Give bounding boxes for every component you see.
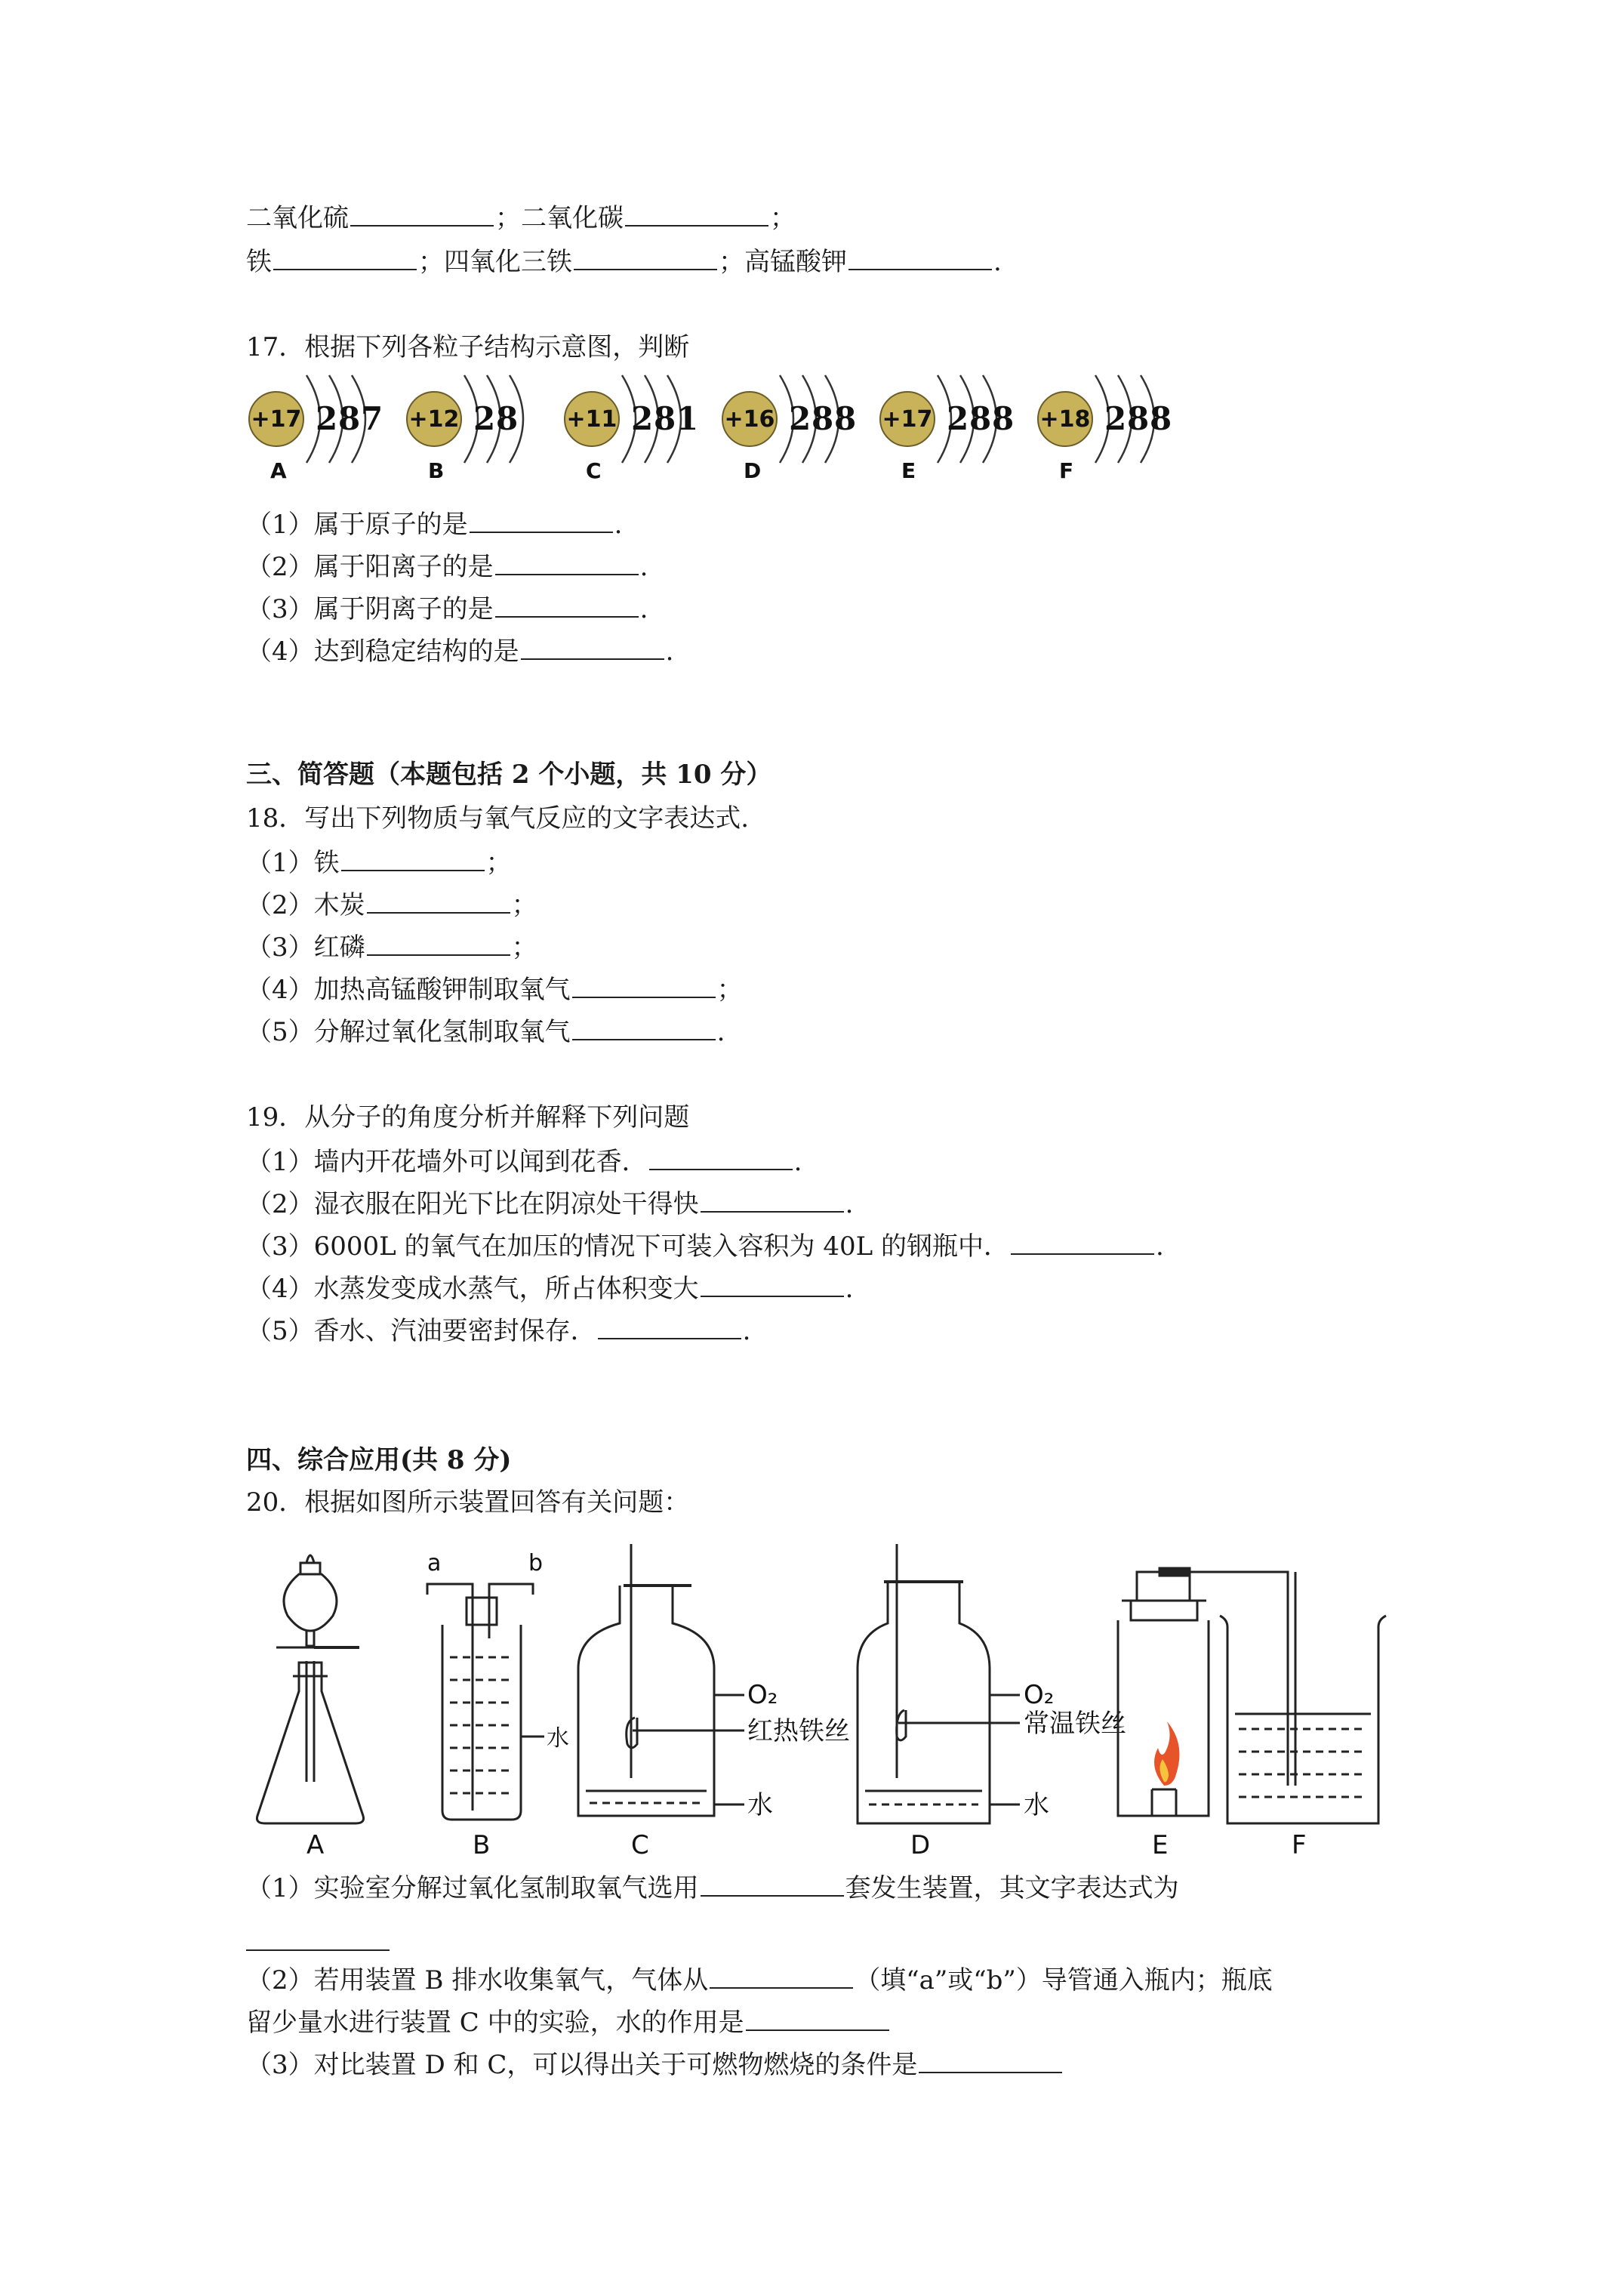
q20-item-2: （2）若用装置 B 排水收集氧气，气体从 （填“a”或“b”）导管通入瓶内；瓶底 [246, 1962, 1273, 1997]
caption-f: F [1292, 1830, 1307, 1857]
q16-row1: 二氧化硫 ；二氧化碳 ； [246, 199, 796, 235]
particle-diagram-a [249, 375, 383, 483]
answer-blank[interactable] [350, 199, 494, 227]
q20-stem: 20．根据如图所示装置回答有关问题： [246, 1487, 690, 1518]
caption-e: E [1152, 1830, 1169, 1857]
nuclear-charge: +12 [408, 406, 460, 433]
q17-item-2: （2）属于阳离子的是 . [246, 548, 648, 584]
electron-count: 1 [676, 400, 699, 437]
answer-blank[interactable] [649, 1143, 793, 1170]
q18-item-4: （4）加热高锰酸钾制取氧气 ； [246, 971, 743, 1006]
electron-count: 2 [1104, 400, 1127, 437]
electron-count: 2 [947, 400, 969, 437]
particle-letter: A [270, 458, 287, 483]
apparatus-e-candle-bottle [1118, 1568, 1250, 1816]
answer-blank[interactable] [919, 2046, 1062, 2073]
tube-a-label: a [427, 1550, 442, 1576]
q17-item-4: （4）达到稳定结构的是 . [246, 633, 673, 668]
answer-blank[interactable] [574, 243, 717, 270]
q16-iron: 铁 [246, 247, 272, 277]
q19-item-2: （2）湿衣服在阳光下比在阴凉处干得快 . [246, 1185, 853, 1221]
q16-row2: 铁 ；四氧化三铁 ；高锰酸钾 . [246, 243, 1002, 279]
electron-count: 7 [361, 400, 383, 437]
electron-count: 8 [834, 400, 857, 437]
q20-item-1: （1）实验室分解过氧化氢制取氧气选用 套发生装置，其文字表达式为 [246, 1869, 1179, 1905]
electron-count: 2 [789, 400, 812, 437]
apparatus-f-beaker [1220, 1572, 1386, 1823]
particle-structure-diagrams [246, 370, 1197, 498]
nuclear-charge: +17 [882, 406, 933, 433]
answer-blank[interactable] [572, 1013, 716, 1040]
c-wire-label: 红热铁丝 [747, 1716, 850, 1746]
electron-count: 8 [1127, 400, 1150, 437]
q18-item-3: （3）红磷 ； [246, 929, 537, 964]
answer-blank[interactable] [367, 929, 510, 956]
d-o2-label: O₂ [1024, 1680, 1055, 1710]
electron-count: 8 [496, 400, 519, 437]
q16-sulfur-dioxide: 二氧化硫 [246, 203, 349, 233]
c-o2-label: O₂ [747, 1680, 778, 1710]
answer-blank[interactable] [710, 1962, 853, 1989]
d-wire-label: 常温铁丝 [1024, 1709, 1126, 1739]
caption-d: D [910, 1830, 931, 1857]
answer-blank[interactable] [341, 844, 485, 871]
answer-blank[interactable] [246, 1924, 390, 1951]
answer-blank[interactable] [598, 1312, 741, 1339]
q17-item-3: （3）属于阴离子的是 . [246, 590, 648, 626]
apparatus-c-gas-jar [578, 1544, 744, 1816]
particle-diagram-b [407, 375, 523, 483]
nuclear-charge: +16 [724, 406, 775, 433]
q17-stem: 17．根据下列各粒子结构示意图，判断 [246, 332, 690, 362]
answer-blank[interactable] [701, 1185, 844, 1213]
q19-item-5: （5）香水、汽油要密封保存． . [246, 1312, 750, 1348]
particle-letter: F [1059, 458, 1074, 483]
particle-diagram-c [565, 375, 698, 483]
answer-blank[interactable] [367, 886, 510, 914]
caption-b: B [473, 1830, 491, 1857]
q20-item-2-cont: 留少量水进行装置 C 中的实验，水的作用是 [246, 2004, 891, 2039]
q18-stem: 18．写出下列物质与氧气反应的文字表达式. [246, 803, 750, 834]
q18-item-1: （1）铁 ； [246, 844, 512, 880]
q16-carbon-dioxide: 二氧化碳 [521, 203, 624, 233]
electron-count: 8 [338, 400, 361, 437]
particle-letter: E [901, 458, 916, 483]
particle-letter: D [744, 458, 762, 483]
answer-blank[interactable] [273, 243, 417, 270]
answer-blank[interactable] [521, 633, 664, 660]
apparatus-d-gas-jar [858, 1544, 1020, 1823]
answer-blank[interactable] [701, 1270, 844, 1297]
electron-count: 8 [1150, 400, 1172, 437]
q18-item-2: （2）木炭 ； [246, 886, 537, 922]
particle-diagram-f [1038, 375, 1172, 483]
electron-count: 8 [969, 400, 992, 437]
answer-blank[interactable] [1011, 1228, 1154, 1255]
particle-diagram-e [880, 375, 1014, 483]
section-3-heading: 三、简答题（本题包括 2 个小题，共 10 分） [246, 760, 772, 790]
answer-blank[interactable] [625, 199, 768, 227]
particle-diagram-d [722, 375, 856, 483]
answer-blank[interactable] [495, 548, 639, 575]
q18-item-5: （5）分解过氧化氢制取氧气 . [246, 1013, 725, 1049]
water-label-b: 水 [547, 1725, 569, 1752]
electron-count: 8 [992, 400, 1015, 437]
nuclear-charge: +18 [1039, 406, 1091, 433]
apparatus-figure [246, 1525, 1409, 1857]
d-water-label: 水 [1024, 1790, 1049, 1820]
apparatus-a-flask-funnel [257, 1555, 363, 1823]
electron-count: 2 [473, 400, 496, 437]
nuclear-charge: +11 [566, 406, 617, 433]
answer-blank[interactable] [572, 971, 716, 998]
answer-blank[interactable] [470, 506, 613, 533]
caption-c: C [631, 1830, 649, 1857]
q20-item-3: （3）对比装置 D 和 C，可以得出关于可燃物燃烧的条件是 [246, 2046, 1064, 2082]
q19-stem: 19．从分子的角度分析并解释下列问题 [246, 1102, 690, 1133]
tube-b-label: b [528, 1550, 544, 1576]
answer-blank[interactable] [746, 2004, 889, 2031]
answer-blank[interactable] [495, 590, 639, 618]
q19-item-4: （4）水蒸发变成水蒸气，所占体积变大 . [246, 1270, 853, 1305]
particle-letter: C [586, 458, 602, 483]
nuclear-charge: +17 [251, 406, 302, 433]
particle-letter: B [428, 458, 445, 483]
apparatus-b-bottle [427, 1584, 544, 1820]
q19-item-3: （3）6000L 的氧气在加压的情况下可装入容积为 40L 的钢瓶中． . [246, 1228, 1164, 1263]
electron-count: 8 [654, 400, 676, 437]
q16-fe3o4: 四氧化三铁 [444, 247, 572, 277]
caption-a: A [306, 1830, 325, 1857]
q16-kmno4: 高锰酸钾 [744, 247, 847, 277]
answer-blank[interactable] [701, 1869, 844, 1897]
q17-item-1: （1）属于原子的是 . [246, 506, 622, 541]
c-water-label: 水 [747, 1790, 773, 1820]
q19-item-1: （1）墙内开花墙外可以闻到花香． . [246, 1143, 802, 1179]
q20-item-1-cont [246, 1924, 391, 1959]
electron-count: 2 [316, 400, 338, 437]
electron-count: 2 [631, 400, 654, 437]
answer-blank[interactable] [848, 243, 992, 270]
section-4-heading: 四、综合应用(共 8 分) [246, 1445, 512, 1475]
electron-count: 8 [812, 400, 834, 437]
